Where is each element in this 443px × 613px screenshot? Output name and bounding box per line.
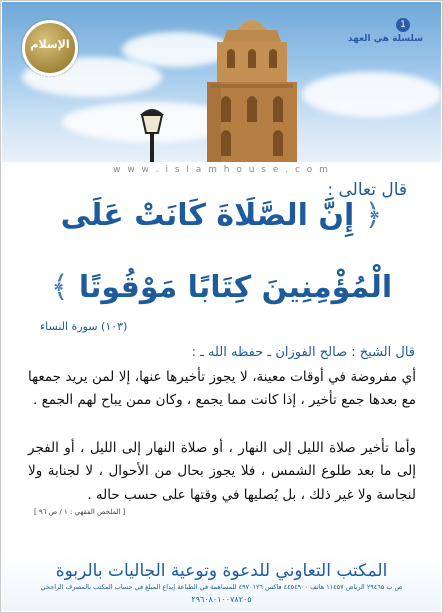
verse-reference: (١٠٣) سورة النساء [40, 320, 128, 333]
footer-account-number: ٢٩٦٠٨٠١٠٠٧٨٢٠٥ [191, 595, 252, 604]
minaret-illustration [197, 12, 307, 162]
open-bracket: ﴿ [364, 198, 383, 233]
verse-text-1: إِنَّ الصَّلَاةَ كَانَتْ عَلَى [60, 198, 355, 233]
series-badge [347, 12, 423, 44]
footer-contact-info: ص ب ٢٩٤٦٥ الرياض ١١٤٥٧ هاتف ٤٤٥٤٩٠٠ فاكس ٤٩٧٠١٢٦ للمساهمة في الطباعة إيداع المبلغ في حساب المكتب بالمصرف الراجحي [40, 583, 403, 591]
quote-heading: قال تعالى : [327, 180, 407, 200]
header-photo [2, 2, 441, 162]
paragraph-1: أي مفروضة في أوقات معينة، لا يجوز تأخيرها عنها، إلا لمن يريد جمعها مع بعدها جمع تأخير ، إذا كانت مما يجمع ، وكان ممن يباح لهم الجمع . [28, 369, 416, 409]
verse-text-2: الْمُؤْمِنِينَ كِتَابًا مَوْقُوتًا [78, 270, 393, 305]
author-line: قال الشيخ : صالح الفوزان ـ حفظه الله ـ : [191, 345, 415, 360]
verse-line-1 [30, 198, 413, 233]
footer [2, 555, 441, 611]
website-url: w w w . i s l a m h o u s e . c o m [113, 165, 330, 175]
footer-title: المكتب التعاوني للدعوة وتوعية الجاليات بالربوة [55, 561, 388, 581]
logo-text: الإسلام [30, 38, 70, 51]
close-bracket: ﴾ [50, 270, 69, 305]
verse-line-2 [30, 270, 413, 305]
source-citation: [ الملخص الفقهي : ١ / ص ٩٦ ] [34, 508, 126, 516]
logo-subtitle: ISLAM HOUSE [27, 74, 69, 81]
paragraph-2: وأما تأخير صلاة الليل إلى النهار ، أو صلاة النهار إلى الليل ، أو الفجر إلى ما بعد طلوع الشمس ، فلا يجوز بحال من الأحوال ، لا لجنابة ولا لنجاسة ولا غير ذلك ، بل يُصليها في وقتها على حسب حاله . [28, 440, 416, 503]
logo-icon [22, 20, 78, 76]
series-label: سلسلة هي العهد [347, 34, 423, 44]
series-number: 1 [396, 18, 410, 32]
street-lamp-illustration [132, 107, 172, 162]
